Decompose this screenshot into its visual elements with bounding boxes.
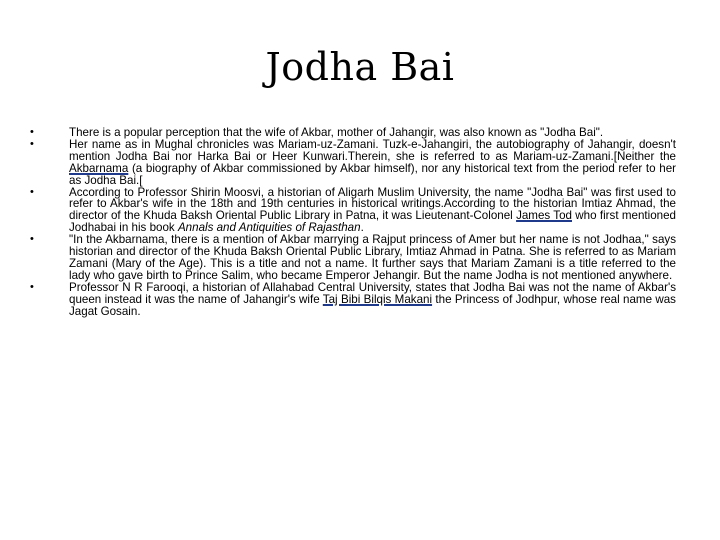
bullet-dot-icon: • — [30, 137, 34, 150]
bullet-text: (a biography of Akbar commissioned by Akbar himself), nor any historical text from the period refer to her as Jodha Bai.[ — [69, 161, 676, 187]
bullet-text: "In the Akbarnama, there is a mention of Akbar marrying a Rajput princess of Amer but her name is not Jodhaa," says historian and director of the Khuda Baksh Oriental Public Library, Imtiaz Ahmad in Patna. She is referred to as Mariam Zamani (Mary of the Age). This is a title and not a name. It further says that Mariam Zamani is a title referred to the lady who gave birth to Prince Salim, who became Emperor Jehangir. But the name Jodha is not mentioned anywhere. — [69, 233, 676, 282]
akbarnama-link[interactable]: Akbarnama — [69, 161, 129, 175]
bullet-item — [30, 139, 676, 187]
bullet-text: . — [360, 221, 364, 235]
bullet-item — [30, 187, 676, 235]
bullet-text: Professor N R Farooqi, a historian of Allahabad Central University, states that Jodha Bai was not the name of Akbar's queen instead it was the name of Jahangir's wife — [69, 280, 676, 306]
bullet-text: who first mentioned Jodhabai in his book — [69, 209, 677, 235]
bullet-dot-icon: • — [30, 280, 34, 293]
james-tod-link[interactable]: James Tod — [516, 209, 572, 223]
bullet-text: the Princess of Jodhpur, whose real name was Jagat Gosain. — [69, 292, 676, 318]
bullet-text: According to Professor Shirin Moosvi, a historian of Aligarh Muslim University, the name "Jodha Bai" was first used to refer to Akbar's wife in the 18th and 19th centuries in historical writings.According to the historian Imtiaz Ahmad, the director of the Khuda Baksh Oriental Public Library in Patna, it was Lieutenant-Colonel — [69, 185, 676, 223]
bullet-text: There is a popular perception that the wife of Akbar, mother of Jahangir, was also known as "Jodha Bai". — [69, 126, 604, 139]
bullet-item — [30, 234, 676, 282]
bullet-dot-icon: • — [30, 233, 34, 246]
bullet-list — [30, 127, 676, 318]
bullet-item — [30, 282, 676, 318]
bullet-dot-icon: • — [30, 126, 34, 138]
slide-title: Jodha Bai — [265, 45, 455, 89]
bullet-dot-icon: • — [30, 185, 34, 198]
taj-bibi-bilqis-makani-link[interactable]: Taj Bibi Bilqis Makani — [322, 292, 433, 306]
bullet-text: Her name as in Mughal chronicles was Mariam-uz-Zamani. Tuzk-e-Jahangiri, the autobiography of Jahangir, doesn't mention Jodha Bai nor Harka Bai or Heer Kunwari.Therein, she is referred to as Mariam-uz-Zamani.[Neither the — [69, 137, 676, 163]
book-title: Annals and Antiquities of Rajasthan — [177, 221, 361, 235]
